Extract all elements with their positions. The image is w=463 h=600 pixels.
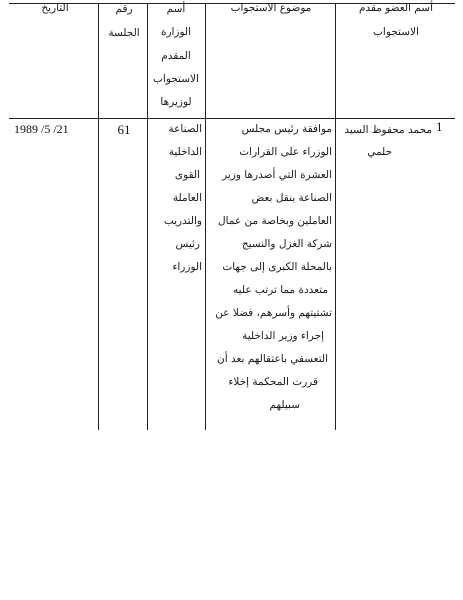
row-date: 1989 /5 /21 — [14, 122, 69, 136]
col-divider-subject-member — [335, 3, 336, 430]
row-subject-line: متعددة مما ترتب عليه — [233, 284, 328, 296]
row-ministry-line: رئيس — [175, 238, 200, 250]
col-divider-session-ministry — [147, 3, 148, 430]
row-session-number: 61 — [117, 122, 131, 137]
header-date: التاريخ — [41, 2, 69, 14]
row-subject-line: إجراء وزير الداخلية — [242, 330, 324, 342]
row-subject-line: بالمحلة الكبرى إلى جهات — [222, 261, 332, 273]
header-member-line2: الاستجواب — [373, 26, 419, 38]
header-bottom-border — [9, 118, 455, 119]
row-subject-line: شركة الغزل والنسيج — [241, 238, 332, 250]
header-ministry-line4: الاستجواب — [153, 73, 199, 85]
row-subject-line: التعسفي باعتقالهم بعد أن — [216, 353, 328, 365]
header-member-line1: أسم العضو مقدم — [358, 2, 434, 14]
header-ministry-line2: الوزارة — [160, 26, 192, 38]
header-session-line2: الجلسة — [108, 27, 140, 39]
row-ministry-line: الداخلية — [168, 146, 202, 158]
row-subject-line: موافقة رئيس مجلس — [241, 123, 332, 135]
header-ministry-line3: المقدم — [161, 50, 191, 62]
header-subject: موضوع الاستجواب — [230, 2, 312, 14]
row-ministry-line: العاملة — [172, 192, 202, 204]
header-ministry-line5: لوزيرها — [160, 96, 192, 108]
row-member-line1: محمد محفوظ السيد — [344, 124, 432, 136]
row-index: 1 — [436, 119, 443, 134]
row-subject-line: تشتيتهم وأسرهم، فضلا عن — [215, 307, 332, 319]
row-ministry-line: القوى — [174, 169, 200, 181]
row-subject-line: العشرة التي أصدرها وزير — [222, 169, 332, 181]
header-session-line1: رقم — [115, 3, 133, 15]
col-divider-date-session — [98, 3, 99, 430]
row-member-line2: حلمي — [367, 146, 392, 158]
col-divider-ministry-subject — [205, 3, 206, 430]
header-ministry-line1: أسم — [166, 3, 186, 15]
row-subject-line: قررت المحكمة إخلاء — [228, 376, 318, 388]
row-subject-line: الوزراء على القرارات — [239, 146, 332, 158]
row-ministry-line: الوزراء — [172, 261, 202, 273]
row-ministry-line: والتدريب — [163, 215, 202, 227]
row-ministry-line: الصناعة — [168, 123, 202, 135]
row-subject-line: سبيلهم — [269, 399, 300, 411]
row-subject-line: العاملين وبخاصة من عمال — [218, 215, 332, 227]
row-subject-line: الصناعة بنقل بعض — [251, 192, 332, 204]
